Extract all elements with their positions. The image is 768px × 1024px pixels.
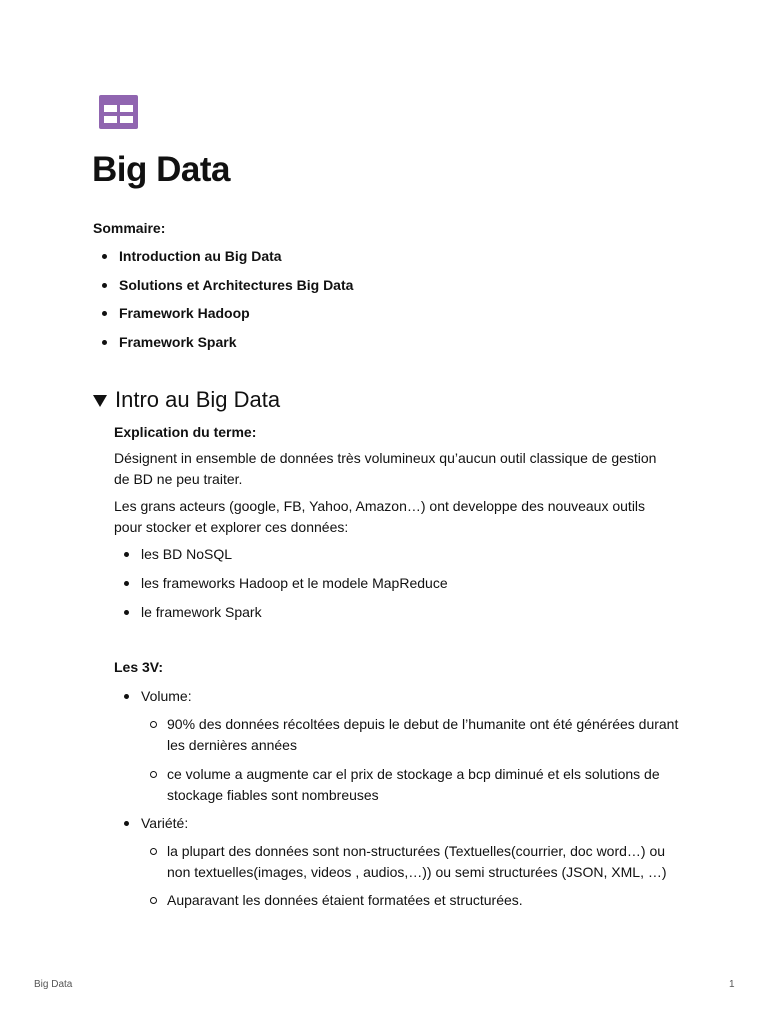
bullet-icon (124, 552, 129, 557)
summary-item: Introduction au Big Data (100, 246, 353, 275)
footer-title: Big Data (34, 979, 73, 990)
triangle-down-icon[interactable] (93, 395, 107, 407)
bullet-icon (102, 283, 107, 288)
list-item: 90% des données récoltées depuis le debut de l’humanite ont été générées durant les dernières années (148, 714, 687, 755)
list-item: le framework Spark (122, 602, 448, 631)
list-item: Auparavant les données étaient formatées et structurées. (148, 890, 687, 911)
explication-label: Explication du terme: (114, 424, 257, 440)
summary-item: Framework Hadoop (100, 303, 353, 332)
volume-item (122, 686, 192, 706)
circle-bullet-icon (150, 771, 157, 778)
bullet-icon (124, 694, 129, 699)
list-item: Volume: (122, 686, 192, 706)
circle-bullet-icon (150, 848, 157, 855)
list-item: la plupart des données sont non-structurées (Textuelles(courrier, doc word…) ou non textuelles(images, videos , audios,…)) ou semi structurées (JSON, XML, …) (148, 841, 687, 882)
summary-label: Sommaire: (93, 220, 166, 236)
bullet-icon (102, 311, 107, 316)
tools-list (122, 544, 448, 631)
circle-bullet-icon (150, 721, 157, 728)
list-item: ce volume a augmente car el prix de stockage a bcp diminué et els solutions de stockage fiables sont nombreuses (148, 764, 687, 805)
page-number: 1 (729, 979, 735, 990)
actors-paragraph: Les grans acteurs (google, FB, Yahoo, Amazon…) ont developpe des nouveaux outils pour stocker et explorer ces données: (114, 498, 646, 535)
bullet-icon (124, 581, 129, 586)
section-toggle[interactable] (93, 386, 280, 414)
bullet-icon (102, 254, 107, 259)
variete-sublist (148, 841, 687, 911)
circle-bullet-icon (150, 897, 157, 904)
three-v-label: Les 3V: (114, 659, 164, 675)
list-item: Variété: (122, 813, 188, 833)
summary-item: Solutions et Architectures Big Data (100, 275, 353, 304)
variete-item (122, 813, 188, 833)
section-title: Intro au Big Data (115, 387, 281, 412)
summary-list (100, 246, 353, 361)
list-item: les BD NoSQL (122, 544, 448, 573)
summary-item: Framework Spark (100, 332, 353, 361)
table-icon (99, 95, 138, 129)
bullet-icon (102, 340, 107, 345)
list-item: les frameworks Hadoop et le modele MapReduce (122, 573, 448, 602)
definition-paragraph: Désignent in ensemble de données très volumineux qu’aucun outil classique de gestion de BD ne peu traiter. (114, 450, 657, 487)
bullet-icon (124, 821, 129, 826)
volume-sublist (148, 714, 687, 805)
bullet-icon (124, 610, 129, 615)
page-title: Big Data (92, 150, 230, 189)
